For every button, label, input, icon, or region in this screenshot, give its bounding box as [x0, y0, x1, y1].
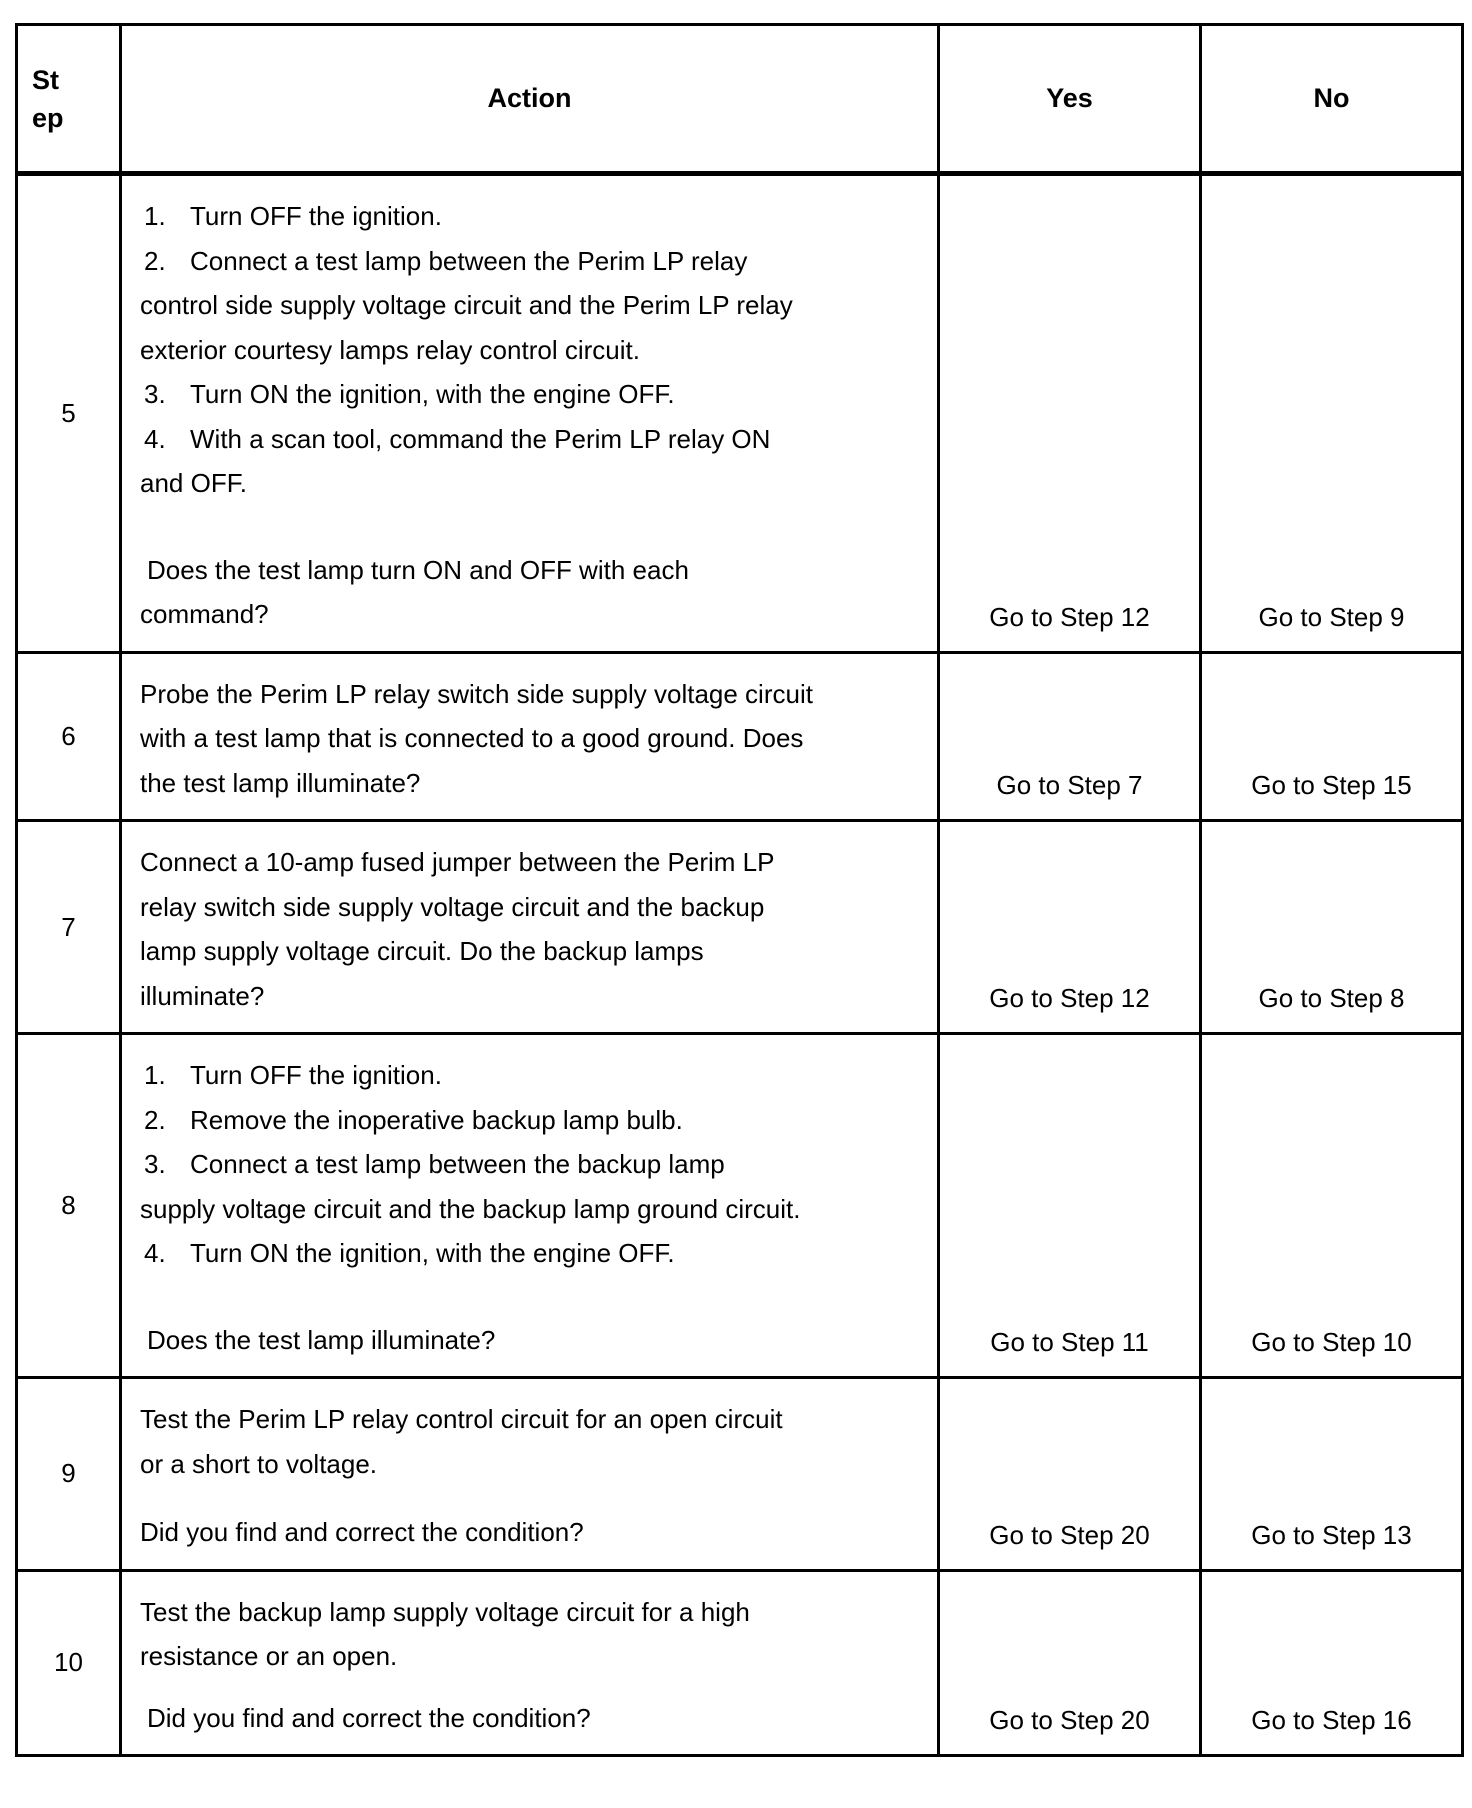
list-number: 3. [144, 1149, 166, 1179]
yes-result: Go to Step 12 [939, 174, 1201, 653]
table-row [17, 1034, 1463, 1378]
action-line: Test the backup lamp supply voltage circuit for a high [140, 1596, 750, 1627]
step-number: 5 [17, 174, 121, 653]
step-number: 10 [17, 1570, 121, 1756]
action-line: control side supply voltage circuit and the Perim LP relay [140, 290, 793, 320]
question-line: command? [140, 599, 269, 629]
action-line: the test lamp illuminate? [140, 767, 421, 798]
action-cell [121, 821, 939, 1034]
no-result: Go to Step 9 [1201, 174, 1463, 653]
list-number: 2. [144, 245, 166, 276]
question-line: Did you find and correct the condition? [140, 1517, 584, 1547]
table-row [17, 821, 1463, 1034]
header-action: Action [121, 25, 939, 174]
action-cell [121, 1570, 939, 1756]
action-line: 3. Connect a test lamp between the backup lamp [140, 1142, 917, 1187]
diagnostic-table [15, 23, 1464, 1757]
action-line: or a short to voltage. [140, 1448, 378, 1479]
step-number: 8 [17, 1034, 121, 1378]
no-result: Go to Step 10 [1201, 1034, 1463, 1378]
yes-result: Go to Step 11 [939, 1034, 1201, 1378]
spacer [140, 506, 917, 548]
header-yes: Yes [939, 25, 1201, 174]
yes-result: Go to Step 20 [939, 1570, 1201, 1756]
no-result: Go to Step 8 [1201, 821, 1463, 1034]
header-step-line2: ep [32, 102, 64, 133]
list-number: 1. [144, 201, 166, 231]
action-line: 3. Turn ON the ignition, with the engine OFF. [140, 372, 917, 417]
step-number: 6 [17, 652, 121, 821]
question-line: Does the test lamp turn ON and OFF with each [147, 554, 689, 585]
list-number: 4. [144, 1238, 166, 1268]
action-line: 4. With a scan tool, command the Perim LP relay ON [140, 417, 917, 462]
yes-result: Go to Step 12 [939, 821, 1201, 1034]
header-row [17, 25, 1463, 174]
step-number: 9 [17, 1378, 121, 1571]
action-line: relay switch side supply voltage circuit and the backup [140, 891, 765, 922]
question-line: Did you find and correct the condition? [147, 1702, 591, 1733]
list-number: 1. [144, 1060, 166, 1090]
action-cell [121, 1378, 939, 1571]
header-step [17, 25, 121, 174]
table-row [17, 1570, 1463, 1756]
header-step-line1: St [32, 64, 59, 95]
action-line: and OFF. [140, 468, 247, 498]
action-line: 1. Turn OFF the ignition. [140, 194, 917, 239]
action-line: illuminate? [140, 980, 265, 1011]
no-result: Go to Step 16 [1201, 1570, 1463, 1756]
action-cell [121, 1034, 939, 1378]
yes-result: Go to Step 7 [939, 652, 1201, 821]
action-line: exterior courtesy lamps relay control circuit. [140, 334, 640, 365]
header-no: No [1201, 25, 1463, 174]
action-line: Connect a 10-amp fused jumper between the Perim LP [140, 847, 775, 877]
action-line: 4. Turn ON the ignition, with the engine OFF. [140, 1231, 917, 1276]
no-result: Go to Step 15 [1201, 652, 1463, 821]
list-number: 3. [144, 379, 166, 409]
action-line: 2. Connect a test lamp between the Perim LP relay [140, 239, 917, 284]
spacer [140, 1679, 917, 1696]
action-line: Test the Perim LP relay control circuit for an open circuit [140, 1404, 783, 1434]
action-line: 2. Remove the inoperative backup lamp bulb. [140, 1098, 917, 1143]
action-line: Probe the Perim LP relay switch side supply voltage circuit [140, 678, 813, 709]
table-row [17, 174, 1463, 653]
step-number: 7 [17, 821, 121, 1034]
action-line: 1. Turn OFF the ignition. [140, 1053, 917, 1098]
action-line: supply voltage circuit and the backup lamp ground circuit. [140, 1193, 801, 1224]
yes-result: Go to Step 20 [939, 1378, 1201, 1571]
table-row [17, 652, 1463, 821]
action-line: lamp supply voltage circuit. Do the backup lamps [140, 936, 704, 966]
question-line: Does the test lamp illuminate? [147, 1324, 496, 1355]
table-row [17, 1378, 1463, 1571]
list-number: 2. [144, 1104, 166, 1135]
spacer [140, 1276, 917, 1318]
action-cell [121, 652, 939, 821]
action-line: resistance or an open. [140, 1641, 398, 1671]
no-result: Go to Step 13 [1201, 1378, 1463, 1571]
spacer [140, 1486, 917, 1510]
action-line: with a test lamp that is connected to a good ground. Does [140, 723, 804, 753]
action-cell [121, 174, 939, 653]
list-number: 4. [144, 423, 166, 454]
